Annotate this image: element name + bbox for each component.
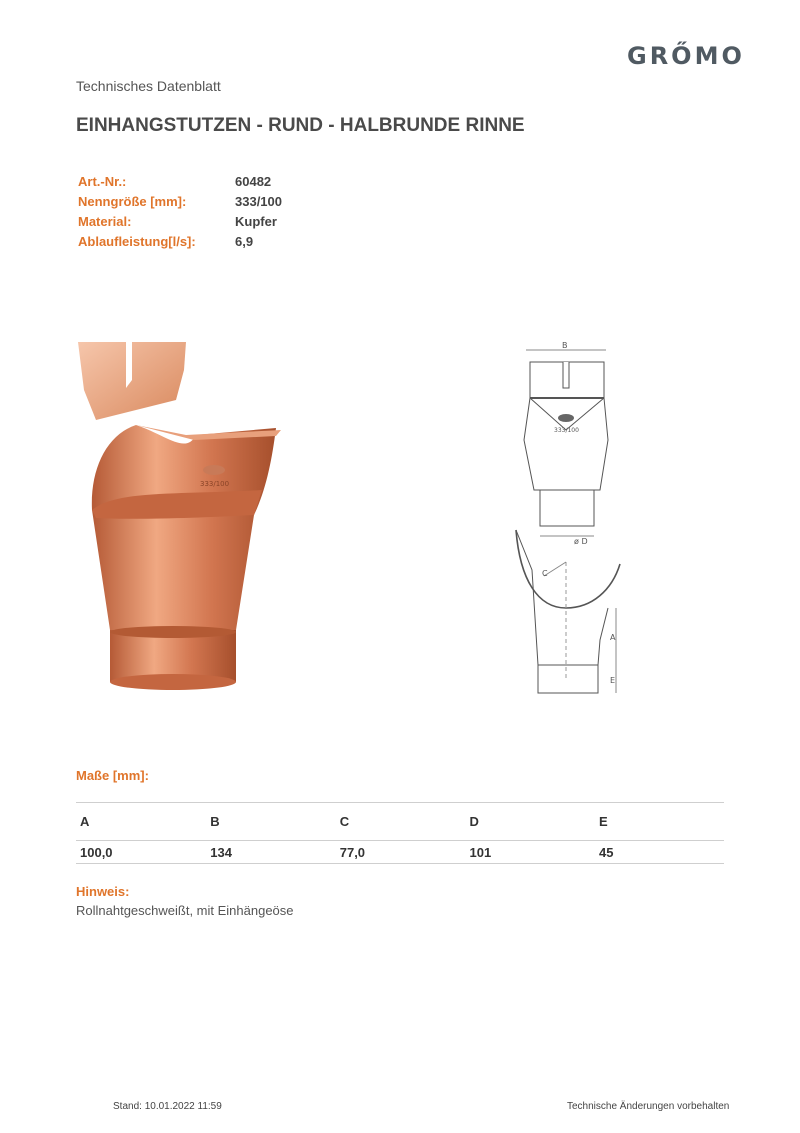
drawing-label-b: B — [562, 341, 568, 350]
table-cell-b: 134 — [210, 844, 232, 860]
drawing-label-c: C — [542, 569, 548, 578]
page-title: EINHANGSTUTZEN - RUND - HALBRUNDE RINNE — [76, 115, 525, 136]
note-text: Rollnahtgeschweißt, mit Einhängeöse — [76, 903, 294, 918]
table-cell-d: 101 — [469, 844, 492, 860]
product-image — [76, 340, 286, 700]
column-header-b: B — [210, 814, 220, 829]
table-cell-c: 77,0 — [339, 844, 366, 860]
drawing-label-d: ø D — [574, 537, 588, 546]
photo-stamp-text: 333/100 — [200, 480, 230, 488]
table-cell-e: 45 — [598, 844, 614, 860]
spec-value: 60482 — [235, 174, 272, 189]
footer-disclaimer: Technische Änderungen vorbehalten — [567, 1101, 730, 1112]
spec-value: 333/100 — [235, 194, 282, 209]
table-header-row — [76, 803, 724, 841]
table-row — [76, 841, 724, 864]
note-heading: Hinweis: — [76, 884, 130, 899]
spec-label: Material: — [78, 214, 132, 229]
spec-row-art-nr — [78, 174, 282, 194]
spec-value: Kupfer — [235, 214, 277, 229]
document-type-label: Technisches Datenblatt — [76, 78, 221, 94]
spec-label: Nenngröße [mm]: — [78, 194, 187, 209]
technical-drawing — [508, 340, 638, 700]
column-header-c: C — [339, 814, 350, 829]
spec-label: Art.-Nr.: — [78, 174, 127, 189]
table-cell-a: 100,0 — [80, 844, 113, 860]
dimensions-heading: Maße [mm]: — [76, 768, 149, 783]
spec-row-material — [78, 214, 282, 234]
column-header-d: D — [469, 814, 479, 829]
drawing-label-e: E — [610, 676, 616, 685]
drawing-stamp-text: 333/100 — [554, 427, 579, 434]
dimensions-table — [76, 802, 724, 864]
spec-label: Ablaufleistung[l/s]: — [78, 234, 196, 249]
brand-logo: GRŐMO — [627, 42, 745, 70]
footer-date: Stand: 10.01.2022 11:59 — [113, 1101, 222, 1112]
spec-value: 6,9 — [235, 234, 254, 249]
spec-row-ablaufleistung — [78, 234, 282, 254]
drawing-label-a: A — [610, 633, 616, 642]
spec-list — [78, 174, 282, 254]
column-header-e: E — [598, 814, 608, 829]
spec-row-nenngroesse — [78, 194, 282, 214]
column-header-a: A — [80, 814, 90, 829]
